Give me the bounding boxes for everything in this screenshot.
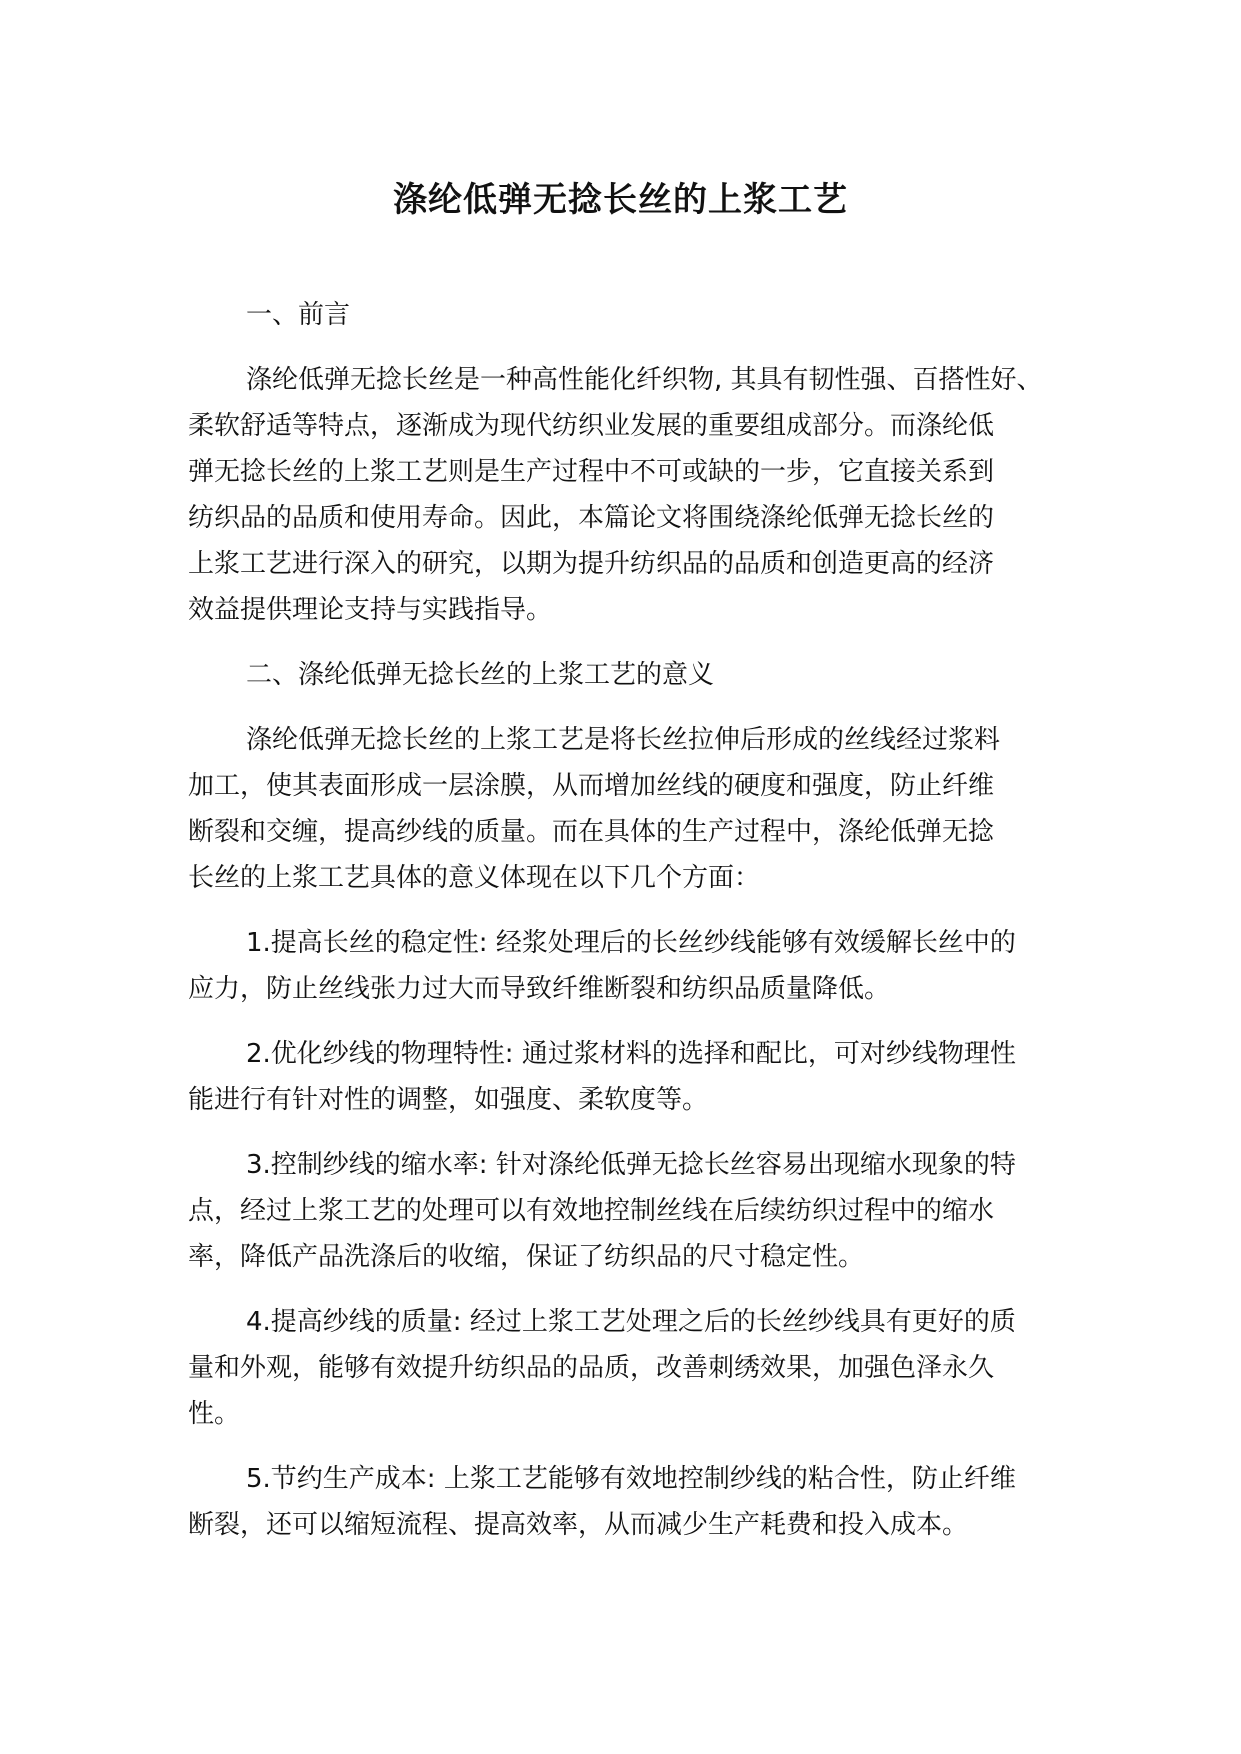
paragraph-line: 2.优化纱线的物理特性: 通过浆材料的选择和配比，可对纱线物理性	[246, 1039, 1016, 1069]
paragraph-line: 加工，使其表面形成一层涂膜，从而增加丝线的硬度和强度，防止纤维	[188, 771, 995, 801]
paragraph-line: 效益提供理论支持与实践指导。	[188, 595, 553, 625]
point-item-shrinkage	[188, 1142, 1056, 1280]
paragraph-significance-intro	[188, 717, 1056, 901]
paragraph-line: 点，经过上浆工艺的处理可以有效地控制丝线在后续纺织过程中的缩水	[188, 1196, 995, 1226]
paragraph-line: 长丝的上浆工艺具体的意义体现在以下几个方面：	[188, 863, 761, 893]
point-item-quality	[188, 1299, 1056, 1437]
paragraph-line: 率，降低产品洗涤后的收缩，保证了纺织品的尺寸稳定性。	[188, 1242, 865, 1272]
paragraph-line: 3.控制纱线的缩水率: 针对涤纶低弹无捻长丝容易出现缩水现象的特	[246, 1150, 1016, 1180]
section-heading-significance: 二、涤纶低弹无捻长丝的上浆工艺的意义	[246, 660, 715, 690]
document-title: 涤纶低弹无捻长丝的上浆工艺	[393, 180, 848, 220]
paragraph-line: 断裂，还可以缩短流程、提高效率，从而减少生产耗费和投入成本。	[188, 1510, 969, 1540]
paragraph-line: 柔软舒适等特点，逐渐成为现代纺织业发展的重要组成部分。而涤纶低	[188, 411, 995, 441]
paragraph-line: 应力，防止丝线张力过大而导致纤维断裂和纺织品质量降低。	[188, 974, 891, 1004]
paragraph-line: 弹无捻长丝的上浆工艺则是生产过程中不可或缺的一步，它直接关系到	[188, 457, 995, 487]
paragraph-line: 能进行有针对性的调整，如强度、柔软度等。	[188, 1085, 709, 1115]
paragraph-line: 断裂和交缠，提高纱线的质量。而在具体的生产过程中，涤纶低弹无捻	[188, 817, 995, 847]
paragraph-line: 4.提高纱线的质量: 经过上浆工艺处理之后的长丝纱线具有更好的质	[246, 1307, 1016, 1337]
point-item-stability	[188, 920, 1056, 1012]
paragraph-line: 5.节约生产成本: 上浆工艺能够有效地控制纱线的粘合性，防止纤维	[246, 1464, 1016, 1494]
paragraph-line: 性。	[188, 1399, 241, 1429]
point-item-cost	[188, 1456, 1056, 1548]
paragraph-line: 量和外观，能够有效提升纺织品的品质，改善刺绣效果，加强色泽永久	[188, 1353, 995, 1383]
paragraph-preface	[188, 357, 1056, 633]
paragraph-line: 1.提高长丝的稳定性: 经浆处理后的长丝纱线能够有效缓解长丝中的	[246, 928, 1016, 958]
point-item-physical-properties	[188, 1031, 1056, 1123]
paragraph-line: 涤纶低弹无捻长丝是一种高性能化纤织物, 其具有韧性强、百搭性好、	[246, 365, 1043, 395]
document-body	[188, 292, 1056, 1567]
paragraph-line: 上浆工艺进行深入的研究，以期为提升纺织品的品质和创造更高的经济	[188, 549, 995, 579]
section-heading-preface: 一、前言	[246, 300, 351, 330]
paragraph-line: 涤纶低弹无捻长丝的上浆工艺是将长丝拉伸后形成的丝线经过浆料	[246, 725, 1001, 755]
paragraph-line: 纺织品的品质和使用寿命。因此，本篇论文将围绕涤纶低弹无捻长丝的	[188, 503, 995, 533]
